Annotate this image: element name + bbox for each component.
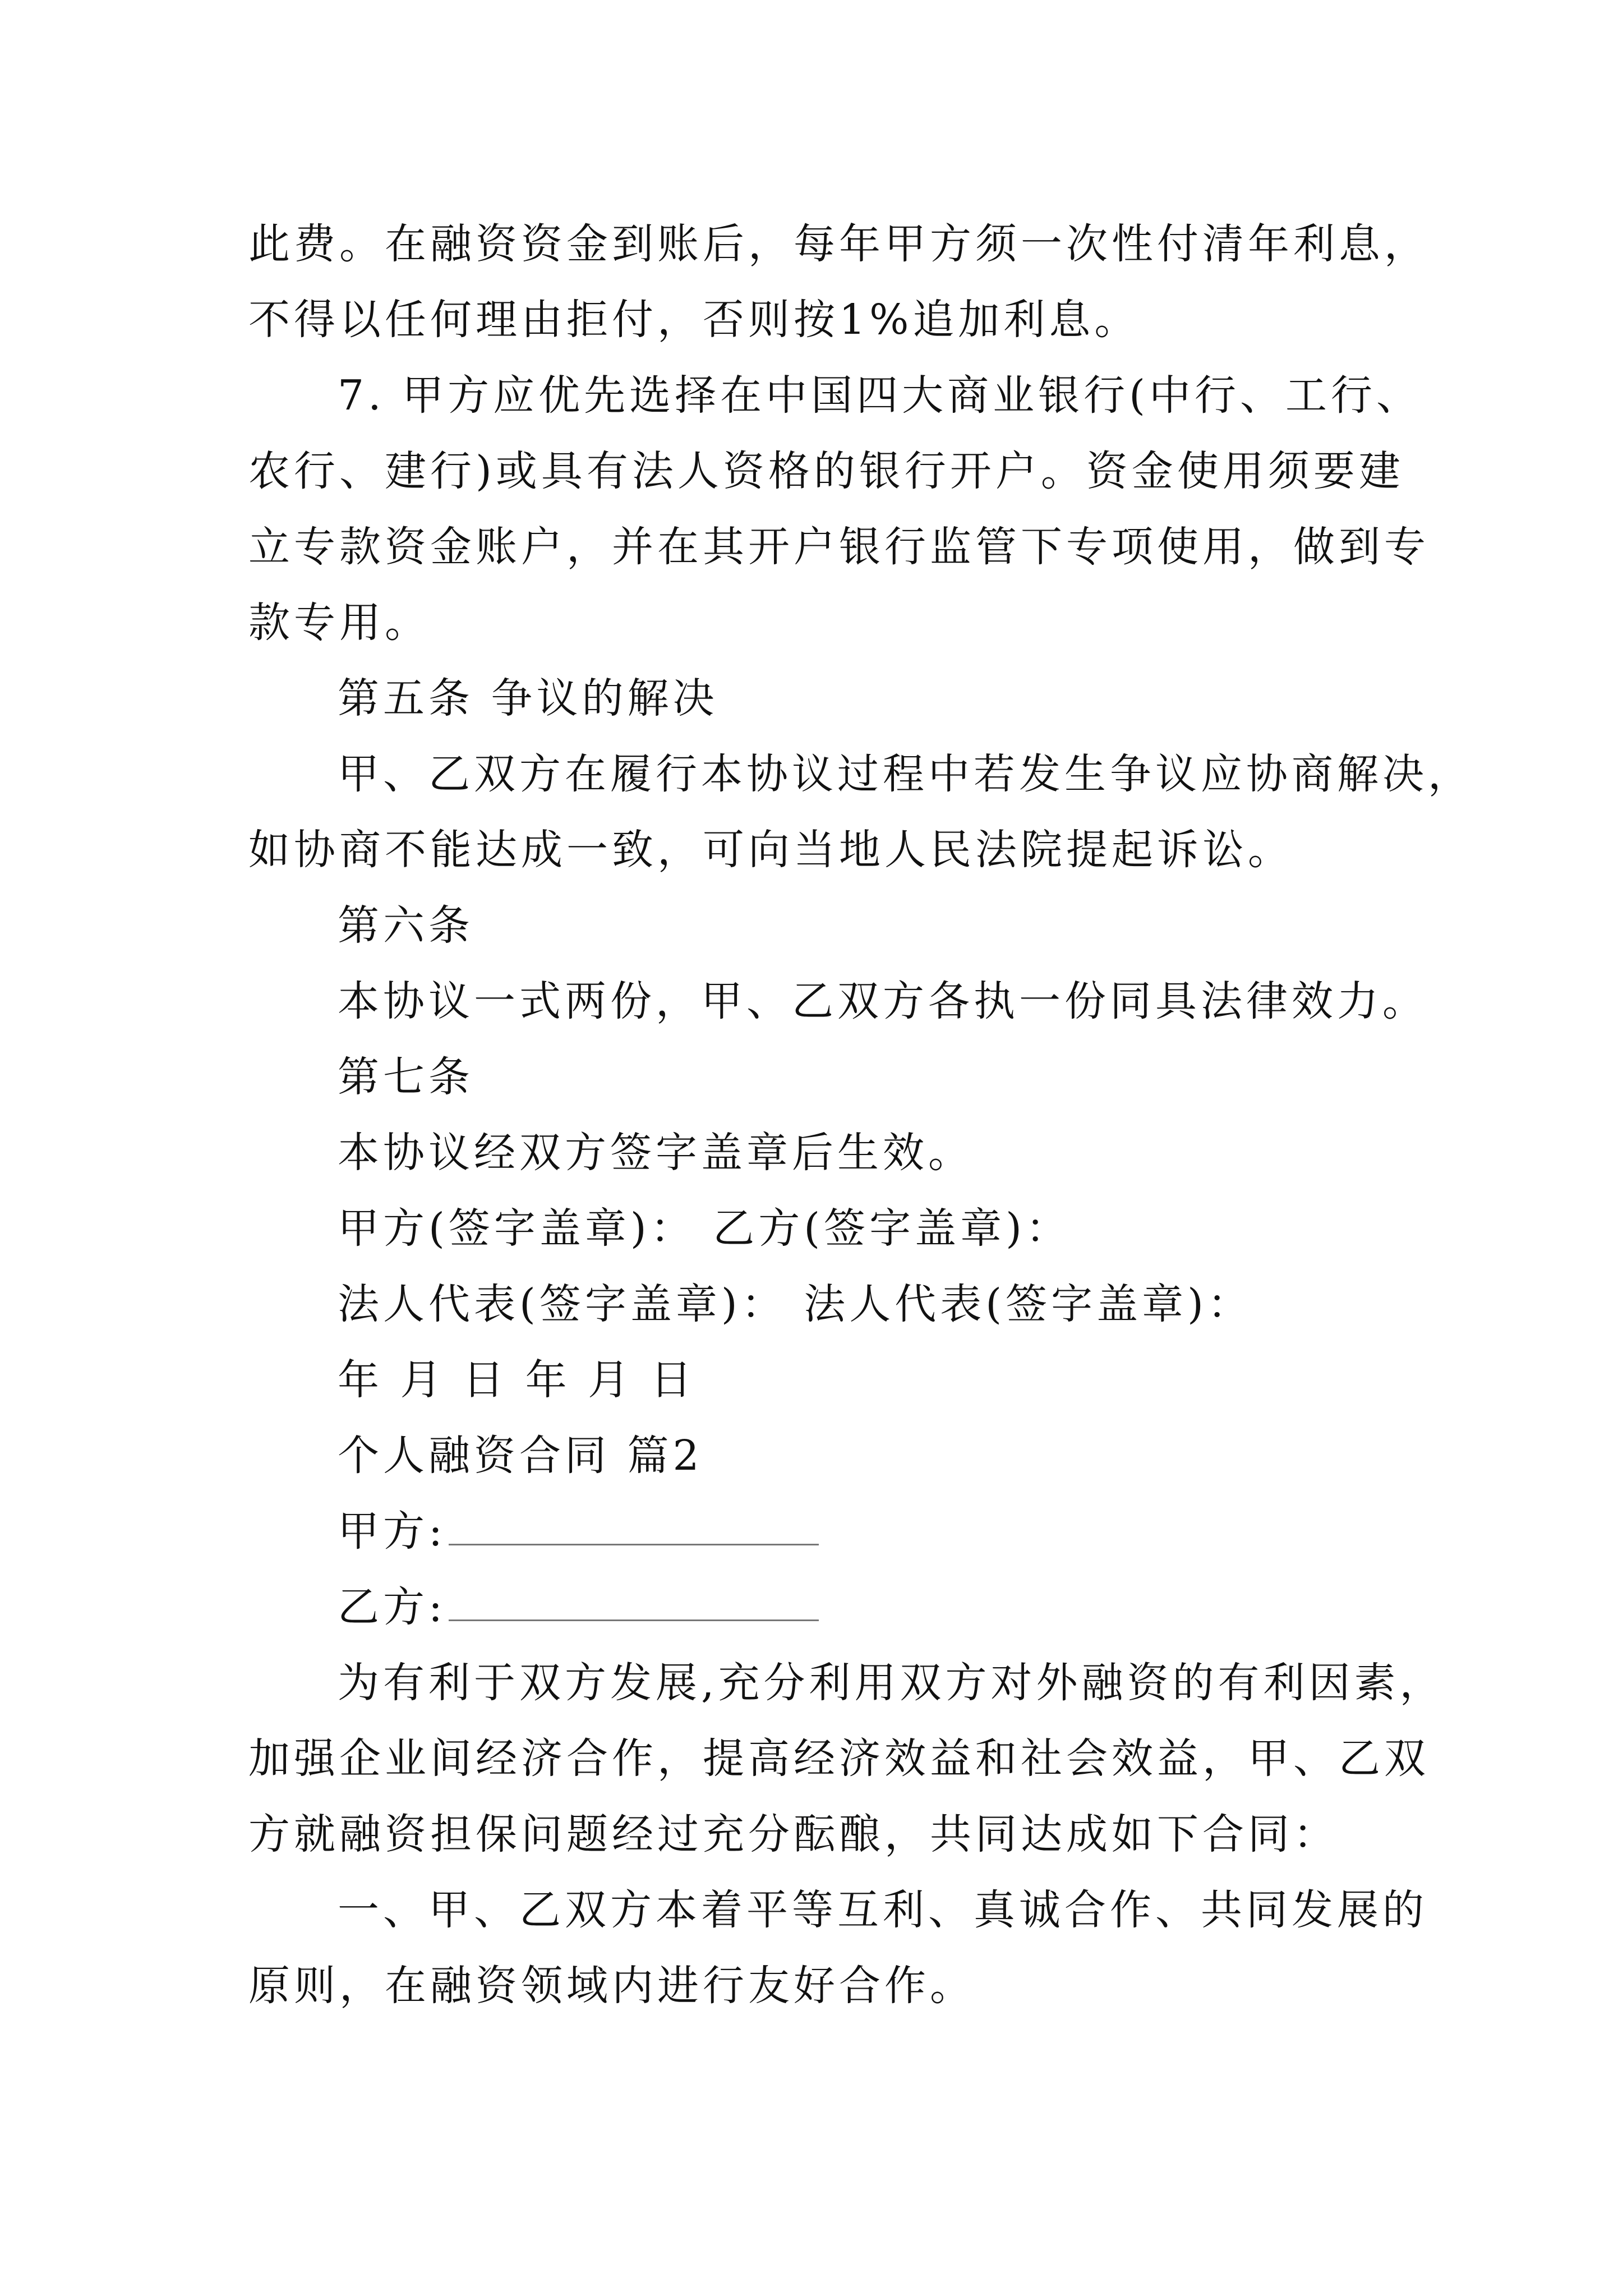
section-heading-5: 第五条 争议的解决	[338, 674, 718, 723]
text-line-2: 不得以任何理由拒付，否则按1%追加利息。	[248, 296, 1140, 344]
party-a-line	[338, 1503, 1482, 1559]
party-b-label: 乙方:	[338, 1583, 446, 1631]
text-line-24: 原则，在融资领域内进行友好合作。	[248, 1962, 975, 2010]
section-heading-6: 第六条	[338, 901, 474, 950]
text-line-9: 如协商不能达成一致，可向当地人民法院提起诉讼。	[248, 826, 1293, 874]
text-line-1: 此费。在融资资金到账后，每年甲方须一次性付清年利息，	[248, 220, 1430, 268]
text-line-4: 农行、建行)或具有法人资格的银行开户。资金使用须要建	[248, 447, 1404, 495]
signature-line-representatives: 法人代表(签字盖章)： 法人代表(签字盖章)：	[338, 1280, 1253, 1328]
text-line-8: 甲、乙双方在履行本协议过程中若发生争议应协商解决，	[338, 750, 1473, 798]
signature-line-parties: 甲方(签字盖章)： 乙方(签字盖章)：	[338, 1204, 1072, 1253]
party-b-blank	[449, 1580, 819, 1621]
text-line-20: 为有利于双方发展,充分利用双方对外融资的有利因素，	[338, 1659, 1445, 1707]
text-line-3: 7. 甲方应优先选择在中国四大商业银行(中行、工行、	[338, 371, 1422, 420]
text-line-22: 方就融资担保问题经过充分酝酿，共同达成如下合同：	[248, 1810, 1339, 1858]
section-heading-7: 第七条	[338, 1053, 474, 1101]
date-line: 年 月 日 年 月 日	[338, 1356, 696, 1404]
party-b-line	[338, 1579, 1482, 1635]
party-a-label: 甲方:	[338, 1507, 446, 1556]
text-line-13: 本协议经双方签字盖章后生效。	[338, 1129, 974, 1177]
contract-title-2: 个人融资合同 篇2	[338, 1432, 703, 1480]
text-line-5: 立专款资金账户，并在其开户银行监管下专项使用，做到专	[248, 523, 1430, 571]
text-line-23: 一、甲、乙双方本着平等互利、真诚合作、共同发展的	[338, 1886, 1428, 1934]
text-line-11: 本协议一式两份，甲、乙双方各执一份同具法律效力。	[338, 977, 1428, 1025]
text-line-6: 款专用。	[248, 599, 430, 647]
party-a-blank	[449, 1504, 819, 1545]
text-line-21: 加强企业间经济合作，提高经济效益和社会效益，甲、乙双	[248, 1734, 1430, 1783]
